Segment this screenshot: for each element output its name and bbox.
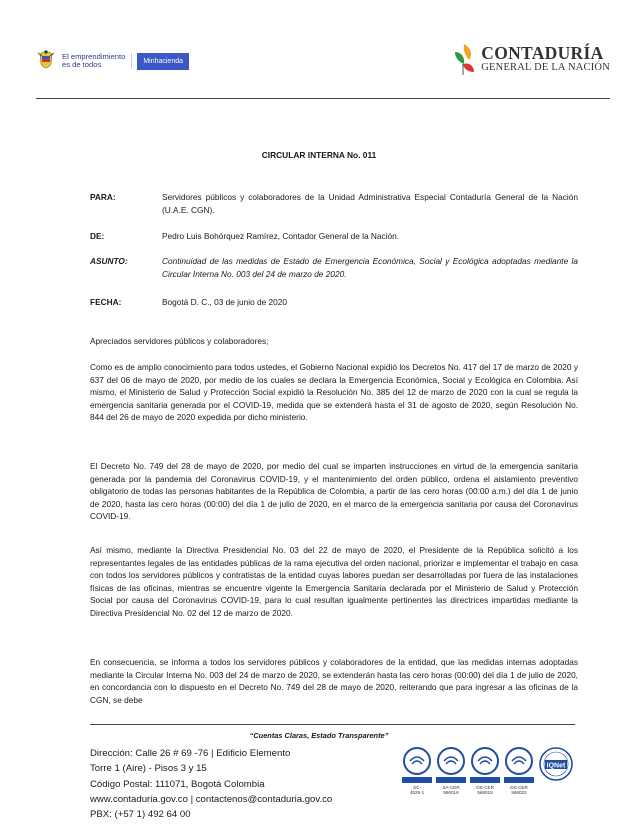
field-value: Pedro Luis Bohórquez Ramírez, Contador General de la Nación. [162,231,400,241]
field-value: Continuidad de las medidas de Estado de Emergencia Económica, Social y Ecológica adoptadas mediante la Circular Interna No. 003 del 24 de marzo de 2020. [162,256,578,279]
seal-band [470,777,500,783]
icontec-seal-icon [504,746,534,776]
contact-block [90,746,332,822]
colombia-coat-of-arms-icon [36,48,56,74]
certification-seal [402,746,432,796]
certification-seal [504,746,534,796]
address-line: Dirección: Calle 26 # 69 -76 | Edificio Elemento [90,748,291,759]
government-tagline [62,53,132,70]
footer-divider [90,724,575,725]
field-asunto [90,255,578,280]
seal-code: SC- 4525-1 [409,785,425,796]
field-value: Bogotá D. C., 03 de junio de 2020 [162,297,288,307]
tagline-line-2: es de todos [62,60,102,69]
org-name-line-2: GENERAL DE LA NACIÓN [481,62,610,73]
salutation: Apreciados servidores públicos y colaboradores; [90,336,269,346]
phone-line: PBX: (+57 1) 492 64 00 [90,809,191,821]
seal-band [402,777,432,783]
field-label: FECHA: [90,297,122,307]
field-label: PARA: [90,192,116,202]
icontec-seal-icon [436,746,466,776]
certification-seals [402,746,574,796]
seal-code: DS-CER 566022 [510,785,528,796]
cgn-wordmark [481,44,610,74]
building-line: Torre 1 (Aire) - Pisos 3 y 15 [90,763,207,775]
tagline-line-1: El emprendimiento [62,51,126,61]
seal-band [436,777,466,783]
cgn-logo-icon [451,42,477,76]
seal-code: OS-CER 566018 [476,785,494,796]
seal-band [504,777,534,783]
org-name-line-1: CONTADURÍA [481,43,604,63]
paragraph-3: Así mismo, mediante la Directiva Presidencial No. 03 del 22 de mayo de 2020, el Presidente de la República solicitó a los representantes legales de las entidades públicas de la rama ejecutiva del orden nacional, priorizar e implementar el trabajo en casa con todos los servidores públicos y contratistas de la entidad cuyas labores puedan ser desarrolladas por fuera de las instalaciones físicas de las oficinas, mientras se encuentre vigente la Emergencia Sanitaria declarada por el Ministerio de Salud y Protección Social por causa del Coronavirus COVID-19, para lo cual resultan igualmente pertinentes las directrices impartidas mediante la Directiva Presidencial No. 02 del 12 de marzo de 2020. [90,545,578,618]
certification-seal [436,746,466,796]
government-branding [36,46,189,76]
icontec-seal-icon [470,746,500,776]
web-email-line[interactable]: www.contaduria.gov.co | contactenos@contaduria.gov.co [90,793,333,805]
certification-seal [470,746,500,796]
iqnet-label: IQNet [546,762,566,770]
iqnet-seal [538,746,574,796]
header-divider [36,98,610,99]
document-title: CIRCULAR INTERNA No. 011 [261,150,377,160]
paragraph-4: En consecuencia, se informa a todos los servidores públicos y colaboradores de la entidad, que las medidas internas adoptadas mediante la Circular Interna No. 003 del 24 de marzo de 2020, se extenderán hasta las cero horas (00:00) del día 1 de julio de 2020, en concordancia con lo dispuesto en el Decreto No. 749 del 28 de mayo de 2020, reiterando que para ingresar a las oficinas de la CGN, se debe [90,657,578,705]
field-label: ASUNTO: [90,256,128,266]
slogan: “Cuentas Claras, Estado Transparente” [249,731,389,740]
icontec-seal-icon [402,746,432,776]
ministry-badge: Minhacienda [137,53,189,70]
cgn-branding [451,42,610,76]
field-fecha [90,296,578,309]
paragraph-2: El Decreto No. 749 del 28 de mayo de 2020, por medio del cual se imparten instrucciones en virtud de la emergencia sanitaria generada por la pandemia del Coronavirus COVID-19, y el mantenimiento del orden público, ordena el aislamiento preventivo obligatorio de todas las personas habitantes de la República de Colombia, a partir de las cero horas (00:00 a.m.) del día 1 de junio de 2020, hasta las cero horas (00:00) del día 1 de julio de 2020, en el marco de la emergencia sanitaria por causa del Coronavirus COVID-19. [90,461,578,521]
field-de [90,230,578,243]
paragraph-1: Como es de amplio conocimiento para todos ustedes, el Gobierno Nacional expidió los Decretos No. 417 del 17 de marzo de 2020 y 637 del 06 de mayo de 2020, por medio de los cuales se declara la Emergencia Económica, Social y Ecológica en Colombia. Así mismo, el Ministerio de Salud y Protección Social expidió la Resolución No. 385 del 12 de marzo de 2020 con la cual se regula la emergencia sanitaria generada por el COVID-19, medida que se extenderá hasta el 31 de agosto de 2020, según Resolución No. 844 del 26 de mayo de 2020 expedida por dicho ministerio. [90,362,578,422]
seal-code: SA-CER 566016 [442,785,460,796]
iqnet-seal-icon [538,746,574,788]
field-value: Servidores públicos y colaboradores de la Unidad Administrativa Especial Contaduría General de la Nación (U.A.E. CGN). [162,192,578,215]
postal-line: Código Postal: 111071, Bogotá Colombia [90,778,265,790]
field-para [90,191,578,216]
field-label: DE: [90,231,105,241]
